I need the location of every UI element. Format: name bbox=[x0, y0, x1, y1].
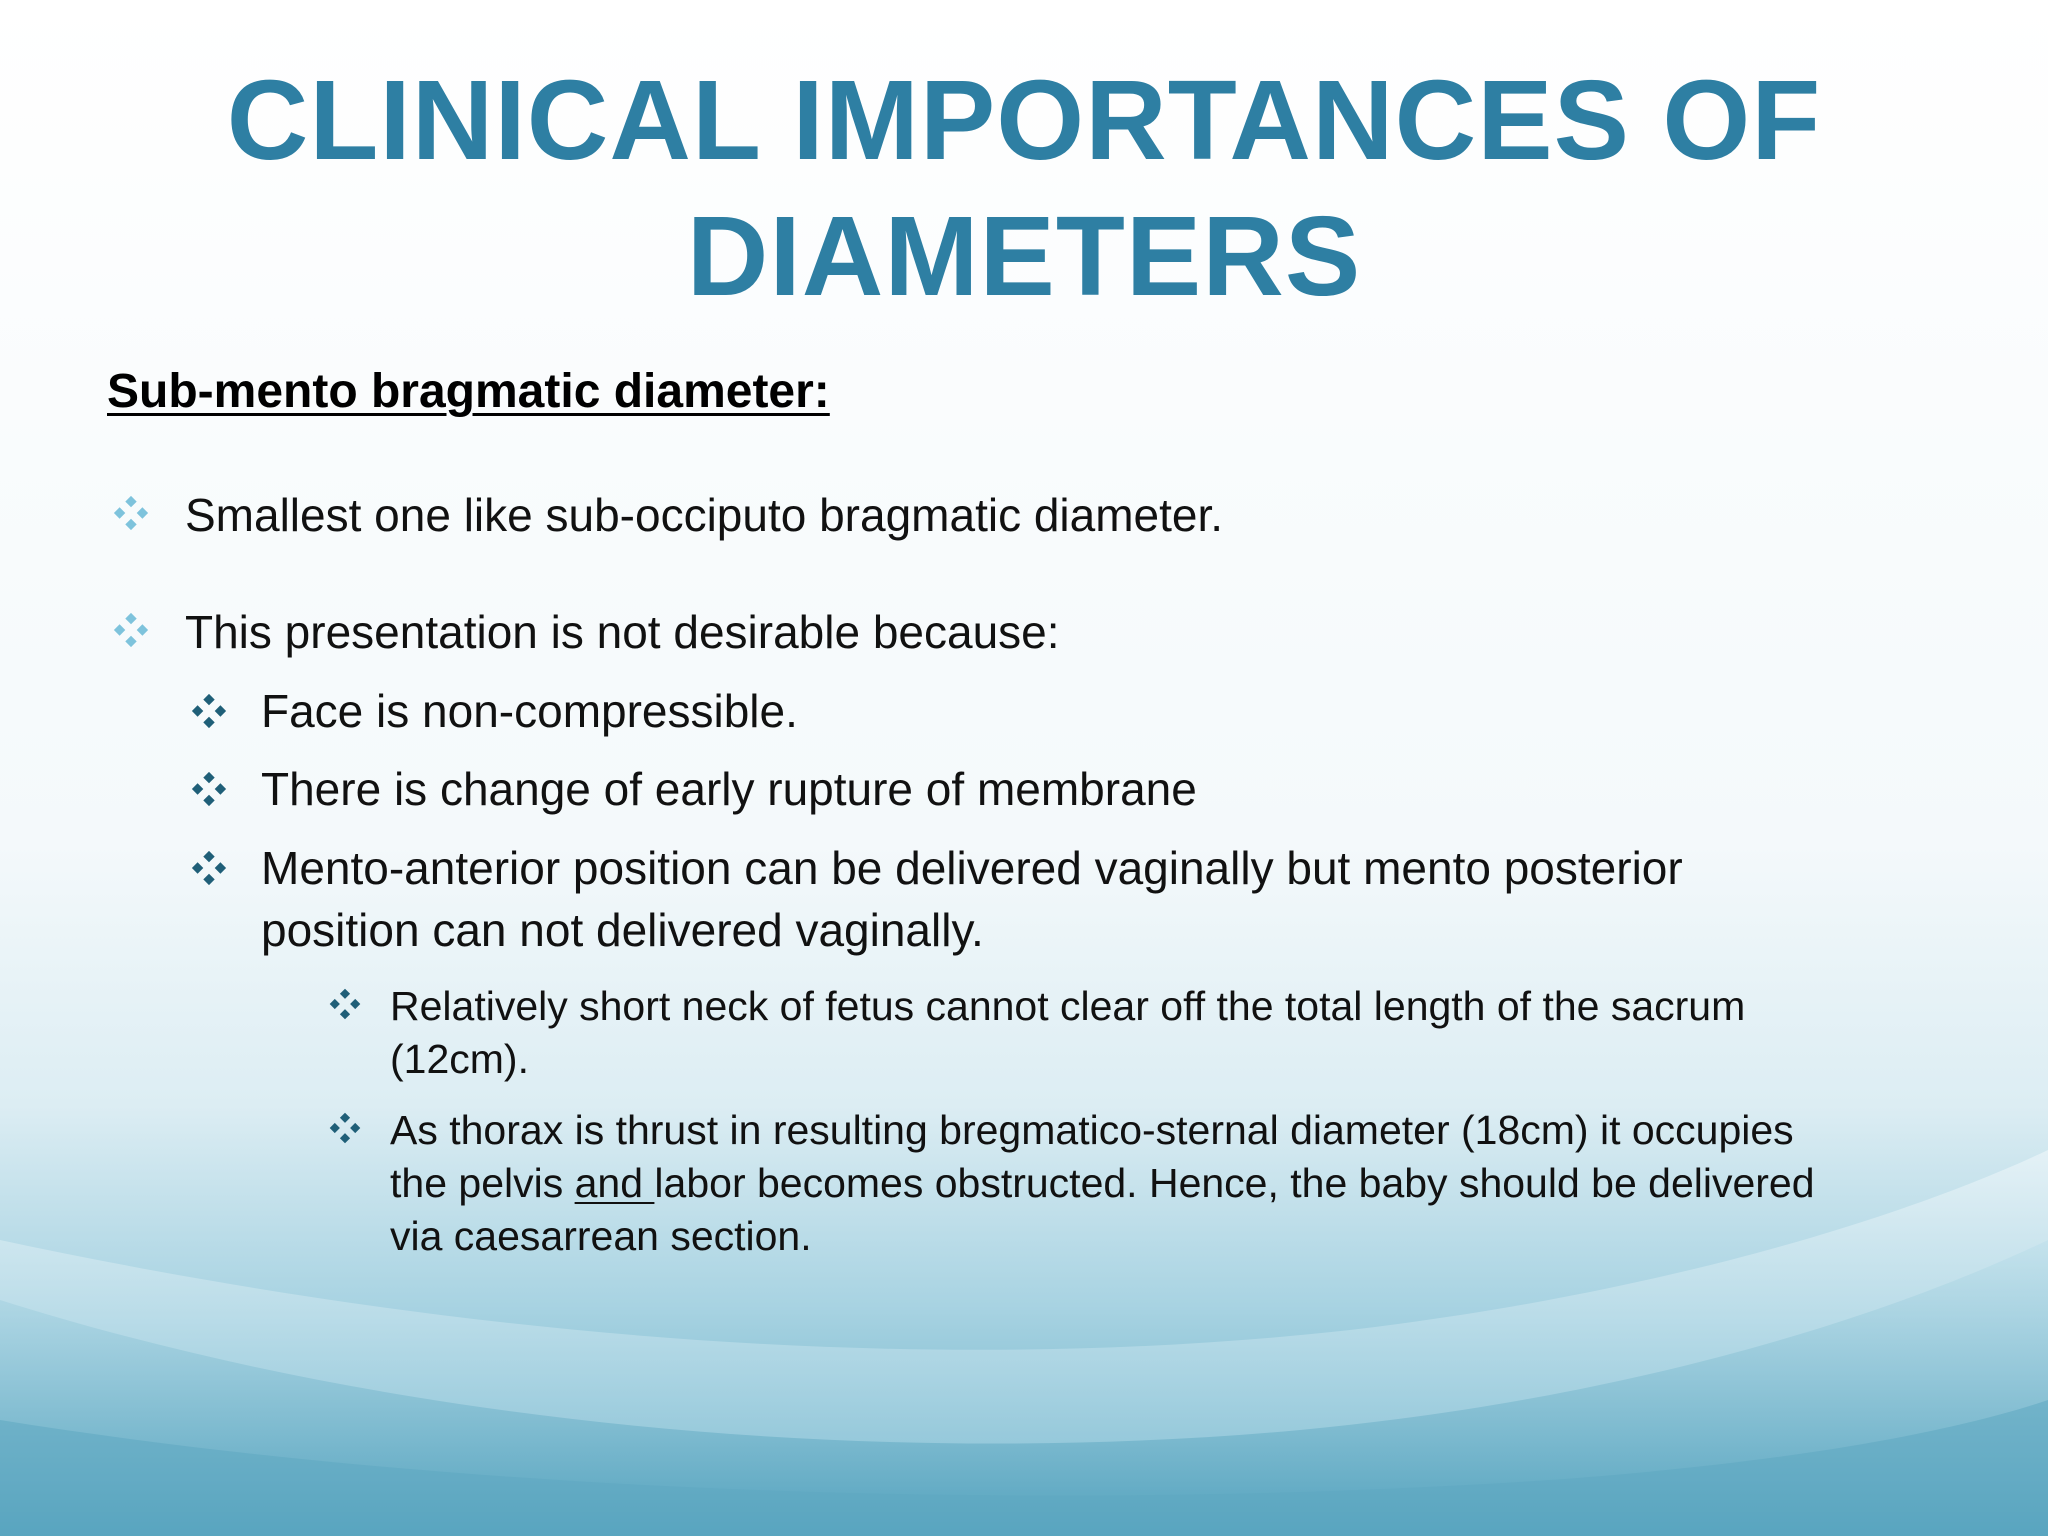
four-diamond-bullet-icon bbox=[112, 611, 150, 649]
section-heading: Sub-mento bragmatic diameter: bbox=[107, 365, 830, 418]
sub-sub-bullet-text-line-2: (12cm). bbox=[390, 1036, 529, 1082]
four-diamond-bullet-icon bbox=[190, 849, 228, 887]
slide-title-line-2: DIAMETERS bbox=[686, 193, 1362, 319]
text-segment: the pelvis bbox=[390, 1160, 575, 1206]
sub-bullet-text: There is change of early rupture of membrane bbox=[261, 763, 1197, 815]
sub-sub-bullet-text-line-1: Relatively short neck of fetus cannot clear off the total length of the sacrum bbox=[390, 983, 1746, 1029]
sub-sub-bullet-item bbox=[328, 980, 1745, 1086]
bullet-text: This presentation is not desirable because: bbox=[185, 606, 1060, 658]
underlined-word: and bbox=[574, 1160, 655, 1206]
sub-sub-bullet-text-line-2 bbox=[390, 1157, 1815, 1210]
sub-bullet-item bbox=[190, 758, 1197, 820]
four-diamond-bullet-icon bbox=[328, 987, 362, 1021]
sub-bullet-item bbox=[190, 837, 1683, 961]
sub-bullet-text: Face is non-compressible. bbox=[261, 685, 798, 737]
sub-sub-bullet-text-line-1: As thorax is thrust in resulting bregmatico-sternal diameter (18cm) it occupies bbox=[390, 1107, 1794, 1153]
text-segment: labor becomes obstructed. Hence, the baby should be delivered bbox=[654, 1160, 1815, 1206]
bullet-item bbox=[112, 601, 1060, 663]
slide-title-line-1: CLINICAL IMPORTANCES OF bbox=[226, 57, 1822, 183]
sub-bullet-text-line-1: Mento-anterior position can be delivered vaginally but mento posterior bbox=[261, 842, 1683, 894]
sub-bullet-text-line-2: position can not delivered vaginally. bbox=[261, 904, 984, 956]
four-diamond-bullet-icon bbox=[328, 1111, 362, 1145]
bullet-item bbox=[112, 484, 1223, 546]
sub-sub-bullet-item bbox=[328, 1104, 1815, 1263]
bullet-text: Smallest one like sub-occiputo bragmatic diameter. bbox=[185, 489, 1224, 541]
four-diamond-bullet-icon bbox=[190, 770, 228, 808]
four-diamond-bullet-icon bbox=[112, 494, 150, 532]
sub-sub-bullet-text-line-3: via caesarrean section. bbox=[390, 1213, 812, 1259]
slide-title bbox=[0, 52, 2048, 324]
four-diamond-bullet-icon bbox=[190, 692, 228, 730]
sub-bullet-item bbox=[190, 680, 798, 742]
